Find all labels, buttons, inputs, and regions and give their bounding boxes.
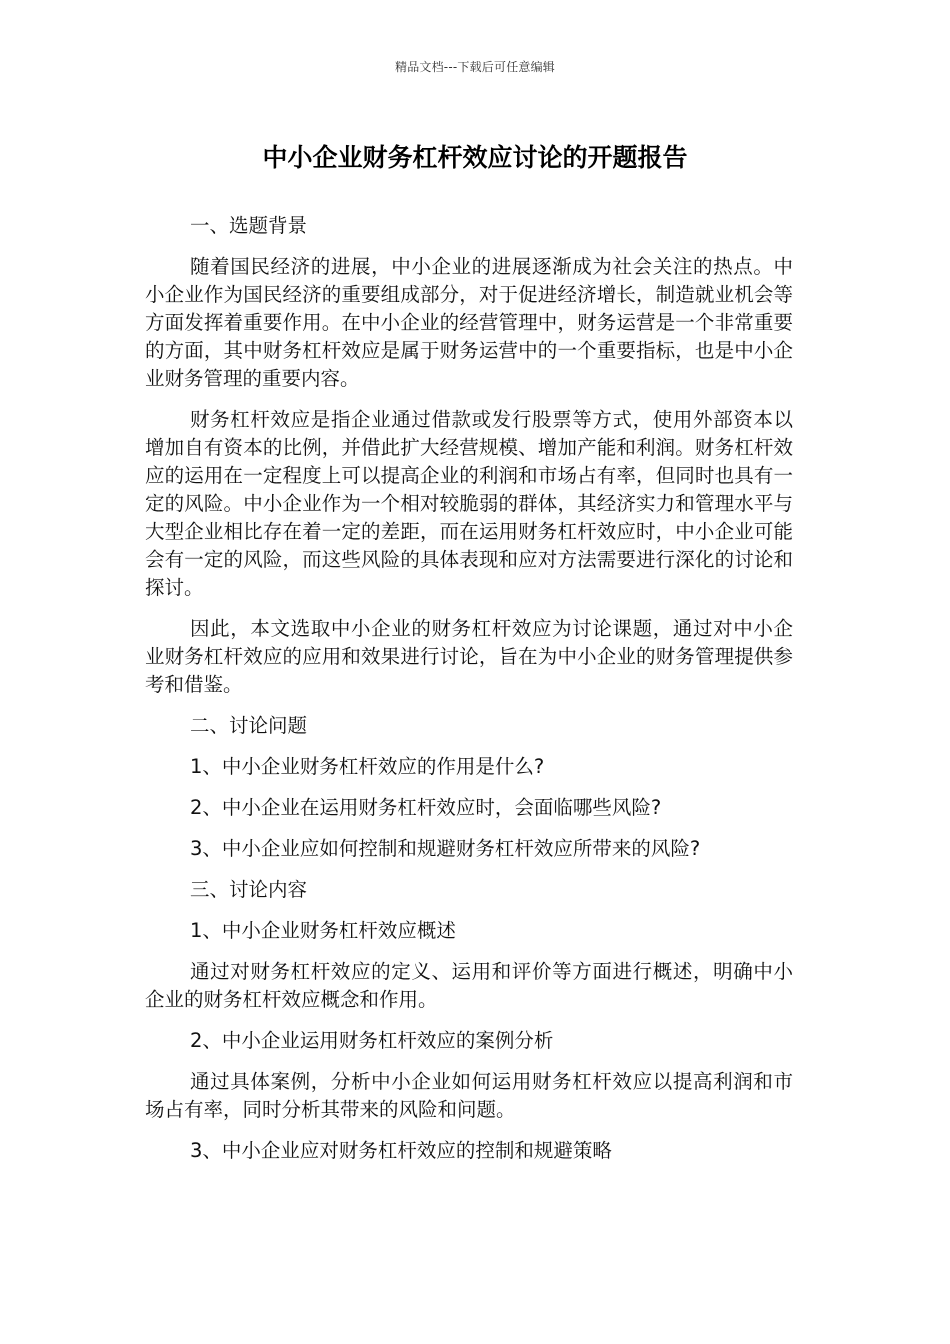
document-body (145, 212, 793, 1178)
section-heading-questions: 二、讨论问题 (190, 714, 308, 737)
paragraph-background-3: 因此，本文选取中小企业的财务杠杆效应为讨论课题，通过对中小企业财务杠杆效应的应用和效果进行讨论，旨在为中小企业的财务管理提供参考和借鉴。 (145, 617, 793, 696)
page-header-note: 精品文档---下载后可任意编辑 (395, 60, 555, 74)
content-paragraph-1: 通过对财务杠杆效应的定义、运用和评价等方面进行概述，明确中小企业的财务杠杆效应概念和作用。 (145, 960, 793, 1011)
section-heading-background: 一、选题背景 (190, 214, 308, 237)
content-subheading-2: 2、中小企业运用财务杠杆效应的案例分析 (190, 1029, 554, 1052)
content-subheading-1: 1、中小企业财务杠杆效应概述 (190, 919, 456, 942)
document-title: 中小企业财务杠杆效应讨论的开题报告 (262, 143, 688, 172)
content-paragraph-2: 通过具体案例，分析中小企业如何运用财务杠杆效应以提高利润和市场占有率，同时分析其带来的风险和问题。 (145, 1070, 793, 1121)
content-subheading-3: 3、中小企业应对财务杠杆效应的控制和规避策略 (190, 1139, 612, 1162)
question-item-2: 2、中小企业在运用财务杠杆效应时，会面临哪些风险? (190, 796, 662, 819)
paragraph-background-1: 随着国民经济的进展，中小企业的进展逐渐成为社会关注的热点。中小企业作为国民经济的重要组成部分，对于促进经济增长，制造就业机会等方面发挥着重要作用。在中小企业的经营管理中，财务运营是一个非常重要的方面，其中财务杠杆效应是属于财务运营中的一个重要指标，也是中小企业财务管理的重要内容。 (145, 255, 793, 390)
section-heading-content: 三、讨论内容 (190, 878, 308, 901)
question-item-3: 3、中小企业应如何控制和规避财务杠杆效应所带来的风险? (190, 837, 701, 860)
question-item-1: 1、中小企业财务杠杆效应的作用是什么? (190, 755, 545, 778)
paragraph-background-2: 财务杠杆效应是指企业通过借款或发行股票等方式，使用外部资本以增加自有资本的比例，并借此扩大经营规模、增加产能和利润。财务杠杆效应的运用在一定程度上可以提高企业的利润和市场占有率，但同时也具有一定的风险。中小企业作为一个相对较脆弱的群体，其经济实力和管理水平与大型企业相比存在着一定的差距，而在运用财务杠杆效应时，中小企业可能会有一定的风险，而这些风险的具体表现和应对方法需要进行深化的讨论和探讨。 (145, 408, 793, 599)
